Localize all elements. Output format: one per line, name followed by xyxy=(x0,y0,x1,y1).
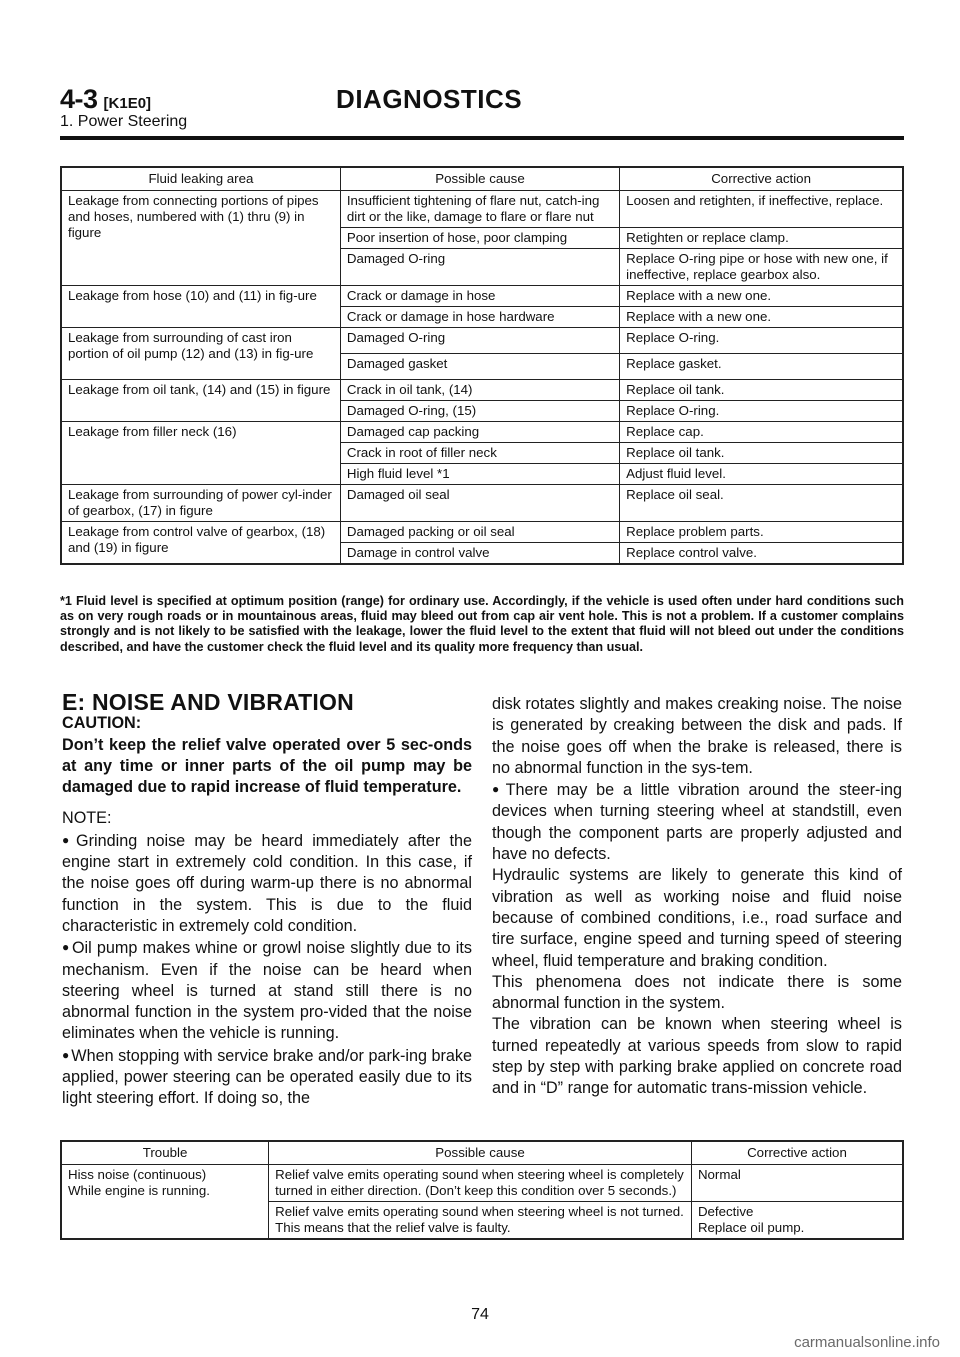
leak-area-cell: Leakage from surrounding of cast iron portion of oil pump (12) and (13) in fig-ure xyxy=(61,328,340,380)
cause-cell: Damaged oil seal xyxy=(340,485,619,522)
cause-cell: Damaged cap packing xyxy=(340,422,619,443)
column-header: Corrective action xyxy=(620,167,903,191)
caution-label: CAUTION: xyxy=(62,714,142,733)
cause-cell: Crack in oil tank, (14) xyxy=(340,380,619,401)
caution-text: Don’t keep the relief valve operated over 5 sec-onds at any time or inner parts of the oil pump may be damaged due to rapid increase of fluid temperature. xyxy=(62,735,472,797)
body-paragraph: This phenomena does not indicate there is some abnormal function in the system. xyxy=(492,972,902,1013)
page-header xyxy=(60,84,904,140)
leak-area-cell: Leakage from connecting portions of pipes and hoses, numbered with (1) thru (9) in figure xyxy=(61,191,340,286)
action-cell: Replace with a new one. xyxy=(620,307,903,328)
cause-cell: Crack in root of filler neck xyxy=(340,443,619,464)
column-header: Corrective action xyxy=(691,1141,903,1165)
page-number: 74 xyxy=(471,1306,489,1323)
cause-cell: Damaged O-ring xyxy=(340,328,619,354)
section-number: 4-3 xyxy=(60,84,98,114)
cause-cell: Damaged O-ring, (15) xyxy=(340,401,619,422)
cause-cell: Insufficient tightening of flare nut, catch-ing dirt or the like, damage to flare or flare nut xyxy=(340,191,619,228)
cause-cell: Relief valve emits operating sound when steering wheel is not turned. This means that the relief valve is faulty. xyxy=(269,1202,692,1240)
bullet-icon: ● xyxy=(62,832,75,847)
body-paragraph: Hydraulic systems are likely to generate this kind of vibration as well as working noise and fluid noise because of combined conditions, i.e., road surface and tire surface, engine speed and turning speed of steering wheel, fluid temperature and braking condition. xyxy=(492,866,902,970)
trouble-line: Hiss noise (continuous) xyxy=(68,1167,207,1182)
table-row xyxy=(61,522,903,543)
action-cell: Replace O-ring. xyxy=(620,328,903,354)
action-cell: Replace cap. xyxy=(620,422,903,443)
cause-cell: Crack or damage in hose hardware xyxy=(340,307,619,328)
section-title: DIAGNOSTICS xyxy=(336,84,523,114)
bullet-icon: ● xyxy=(62,940,70,955)
note-item xyxy=(62,830,472,937)
column-header: Fluid leaking area xyxy=(61,167,340,191)
action-cell: Replace oil tank. xyxy=(620,380,903,401)
action-cell: Replace with a new one. xyxy=(620,286,903,307)
action-line: Normal xyxy=(697,1167,741,1182)
noise-trouble-table xyxy=(60,1140,904,1240)
column-header: Trouble xyxy=(61,1141,269,1165)
cause-cell: Crack or damage in hose xyxy=(340,286,619,307)
note-item xyxy=(62,937,472,1044)
action-cell xyxy=(691,1202,903,1240)
action-line: Replace oil pump. xyxy=(697,1220,805,1235)
table-row xyxy=(61,328,903,354)
action-cell: Loosen and retighten, if ineffective, replace. xyxy=(620,191,903,228)
trouble-cell xyxy=(61,1165,269,1240)
table-header-row xyxy=(61,167,903,191)
note-text: Oil pump makes whine or growl noise slightly due to its mechanism. Even if the noise can be heard when steering wheel is turned at stand still there is no abnormal function in the system pro-vided that the noise eliminates when the vehicle is running. xyxy=(62,939,472,1043)
note-text: When stopping with service brake and/or park-ing brake applied, power steering can be operated easily due to its light steering effort. If doing so, the xyxy=(62,1046,472,1108)
leak-area-cell: Leakage from surrounding of power cyl-inder of gearbox, (17) in figure xyxy=(61,485,340,522)
cause-cell: Damage in control valve xyxy=(340,543,619,565)
table-row xyxy=(61,485,903,522)
cause-cell: High fluid level *1 xyxy=(340,464,619,485)
right-text-column xyxy=(492,694,902,1100)
column-header: Possible cause xyxy=(269,1141,692,1165)
action-cell xyxy=(691,1165,903,1202)
action-cell: Adjust fluid level. xyxy=(620,464,903,485)
action-cell: Retighten or replace clamp. xyxy=(620,228,903,249)
cause-cell: Relief valve emits operating sound when steering wheel is completely turned in either direction. (Don’t keep this condition over 5 seconds.) xyxy=(269,1165,692,1202)
note-text: There may be a little vibration around the steer-ing devices when turning steering wheel at standstill, even though the component parts are properly adjusted and have no defects. xyxy=(492,781,903,864)
table-row xyxy=(61,422,903,443)
left-text-column xyxy=(62,689,472,1110)
body-paragraph: The vibration can be known when steering wheel is turned repeatedly at various speeds from slow to rapid step by step with parking brake applied on concrete road and in “D” range for automatic trans-mission vehicle. xyxy=(492,1015,902,1098)
leak-area-cell: Leakage from hose (10) and (11) in fig-ure xyxy=(61,286,340,328)
table-footnote: *1 Fluid level is specified at optimum position (range) for ordinary use. Accordingly, if the vehicle is used often under hard conditions such as on very rough roads or in mountainous areas, fluid may bleed out from cap air vent hole. This is not a problem. If a customer complains strongly and is not likely to be satisfied with the leakage, lower the fluid level to the extent that fluid will not bleed out under the conditions described, and have the customer check the fluid level and its quality more frequency than usual. xyxy=(60,594,904,654)
action-cell: Replace control valve. xyxy=(620,543,903,565)
action-cell: Replace O-ring. xyxy=(620,401,903,422)
action-cell: Replace oil tank. xyxy=(620,443,903,464)
section-code: [K1E0] xyxy=(103,95,152,112)
table-row xyxy=(61,286,903,307)
note-item xyxy=(492,779,902,865)
leak-area-cell: Leakage from filler neck (16) xyxy=(61,422,340,485)
action-line: Defective xyxy=(697,1204,754,1219)
watermark-text: carmanualsonline.info xyxy=(794,1334,940,1351)
table-row xyxy=(61,380,903,401)
leak-area-cell: Leakage from oil tank, (14) and (15) in figure xyxy=(61,380,340,422)
cause-cell: Damaged O-ring xyxy=(340,249,619,286)
cause-cell: Damaged packing or oil seal xyxy=(340,522,619,543)
action-cell: Replace oil seal. xyxy=(620,485,903,522)
note-item xyxy=(62,1045,472,1110)
fluid-leak-table xyxy=(60,166,904,565)
action-cell: Replace problem parts. xyxy=(620,522,903,543)
note-label: NOTE: xyxy=(62,809,112,828)
action-cell: Replace O-ring pipe or hose with new one, if ineffective, replace gearbox also. xyxy=(620,249,903,286)
note-text: Grinding noise may be heard immediately after the engine start in extremely cold condition. In this case, if the noise goes off during warm-up there is no abnormal function in the system. This is due to the fluid characteristic in extremely cold condition. xyxy=(62,831,472,935)
column-header: Possible cause xyxy=(340,167,619,191)
table-header-row xyxy=(61,1141,903,1165)
cause-cell: Damaged gasket xyxy=(340,354,619,380)
cause-cell: Poor insertion of hose, poor clamping xyxy=(340,228,619,249)
bullet-icon: ● xyxy=(62,1047,70,1062)
header-row xyxy=(60,84,904,115)
action-cell: Replace gasket. xyxy=(620,354,903,380)
note-continuation: disk rotates slightly and makes creaking noise. The noise is generated by creaking between the disk and pads. If the noise goes off when the brake is released, there is no abnormal function in the sys-tem. xyxy=(492,695,902,777)
subsection-title: 1. Power Steering xyxy=(60,113,188,130)
bullet-icon: ● xyxy=(492,782,504,797)
leak-area-cell: Leakage from control valve of gearbox, (18) and (19) in figure xyxy=(61,522,340,565)
table-row xyxy=(61,191,903,228)
header-rule xyxy=(60,136,904,140)
table-row xyxy=(61,1165,903,1202)
trouble-line: While engine is running. xyxy=(68,1183,210,1198)
section-e-heading: E: NOISE AND VIBRATION xyxy=(62,689,354,715)
